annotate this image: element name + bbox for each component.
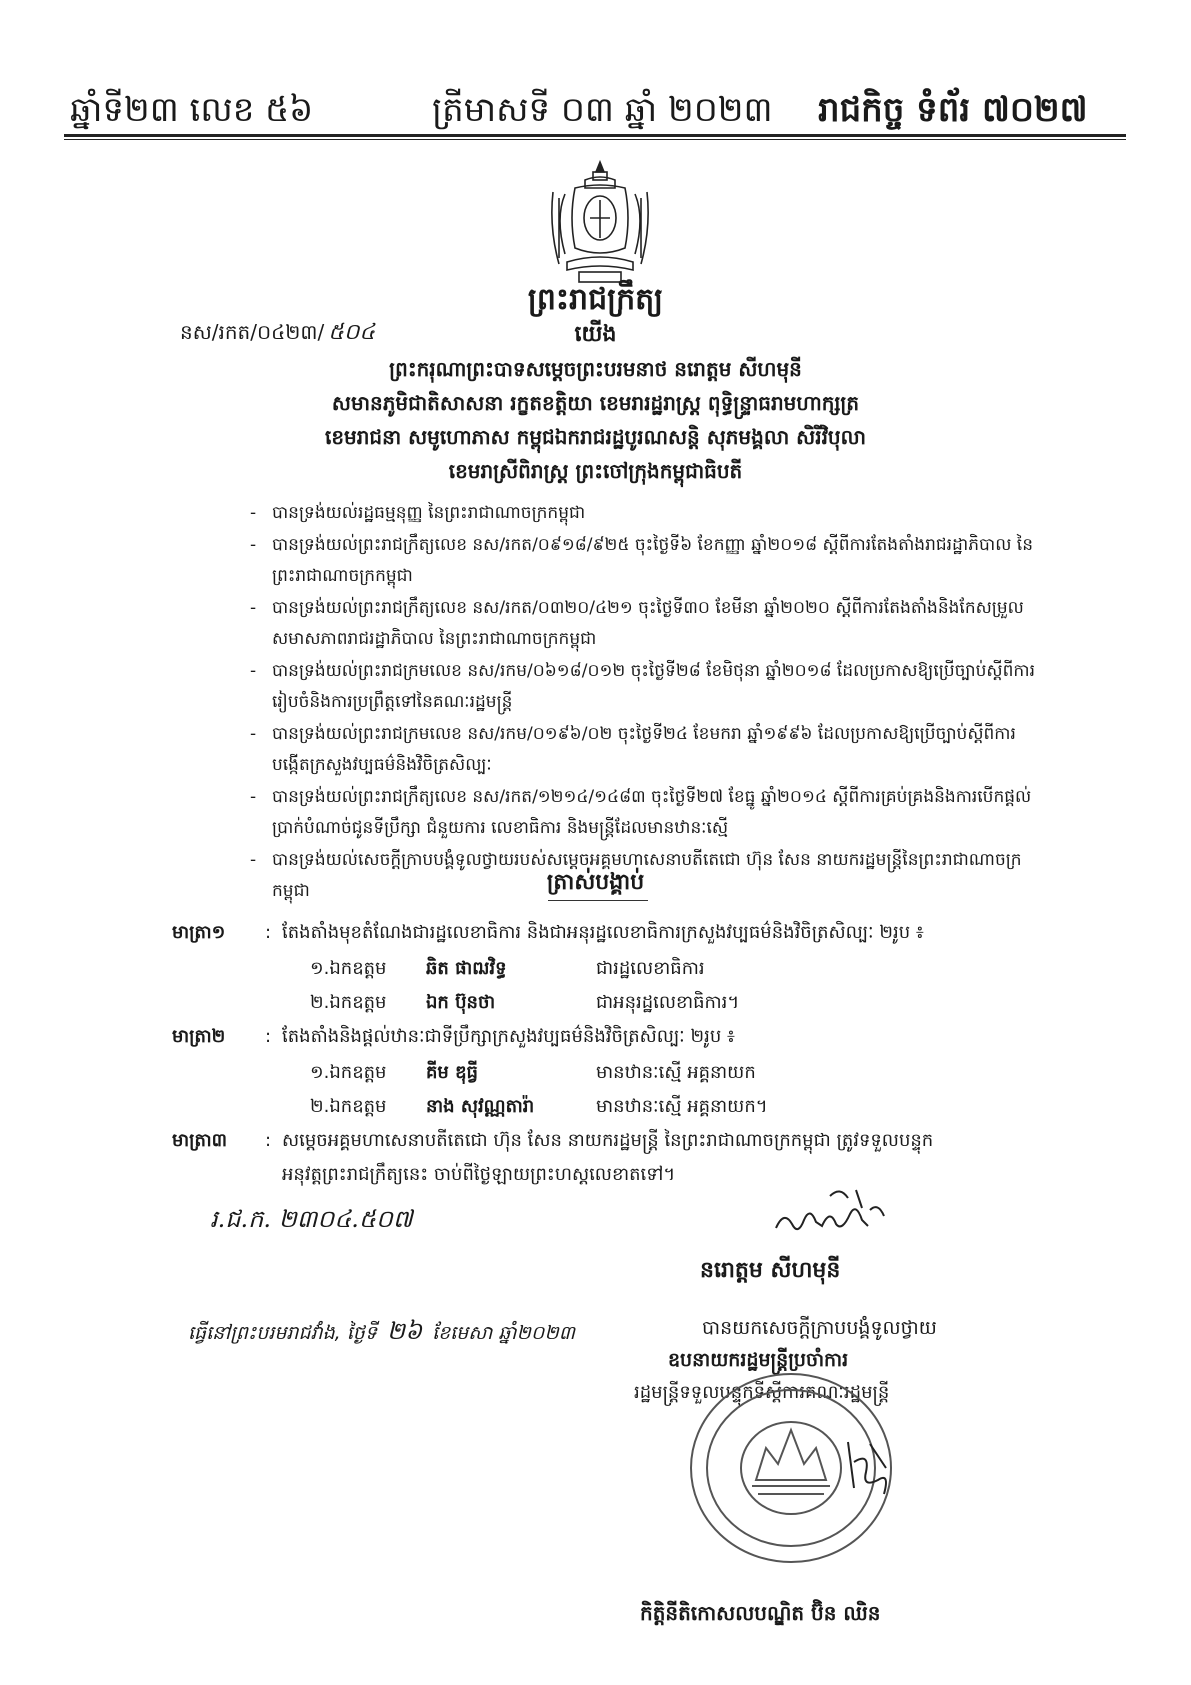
considerations-list bbox=[246, 498, 1046, 908]
royal-emblem-icon bbox=[545, 158, 655, 288]
article-3 bbox=[172, 1128, 933, 1155]
order-underline bbox=[548, 900, 648, 901]
king-signature-icon bbox=[770, 1180, 890, 1250]
appointee-row bbox=[310, 1094, 768, 1121]
appointee-role: មានឋានៈស្មើ អគ្គនាយក bbox=[596, 1062, 756, 1083]
place-date-prefix: ធ្វើនៅព្រះបរមរាជវាំង, ថ្ងៃទី bbox=[188, 1322, 377, 1344]
consideration-item: - បានទ្រង់យល់ព្រះរាជក្រមលេខ នស/រកម/០៦១៨/០១២ ចុះថ្ងៃទី២៨ ខែមិថុនា ឆ្នាំ២០១៨ ដែលប្រកាសឱ្យប្រើច្បាប់ស្តីពីការរៀបចំនិងការប្រព្រឹត្តទៅនៃគណៈរដ្ឋមន្ត្រី bbox=[246, 656, 1046, 719]
appointee-name: ឯក ប៊ុនថា bbox=[426, 992, 496, 1013]
place-date-day: ២៦ bbox=[386, 1317, 423, 1345]
order-heading: ត្រាស់បង្គាប់ bbox=[546, 870, 645, 895]
countersign-line: បានយកសេចក្តីក្រាបបង្គំទូលថ្វាយ bbox=[702, 1317, 937, 1339]
appointee-role: ជារដ្ឋលេខាធិការ bbox=[596, 958, 705, 979]
consideration-item: - បានទ្រង់យល់សេចក្តីក្រាបបង្គំទូលថ្វាយរបស់សម្តេចអគ្គមហាសេនាបតីតេជោ ហ៊ុន សែន នាយករដ្ឋមន្ត្រីនៃព្រះរាជាណាចក្រកម្ពុជា bbox=[246, 845, 1046, 908]
appointee-name: គីម ឌុធ្វី bbox=[426, 1062, 478, 1083]
decree-title: ព្រះរាជក្រឹត្យ bbox=[527, 282, 664, 317]
decree-number-printed: នស/រកត/០៤២៣/ bbox=[180, 320, 325, 344]
appointee-name: នាង សុវណ្ណតារ៉ា bbox=[426, 1096, 535, 1117]
handwritten-reference: រ.ជ.ក. ២៣០៤.៥០៧ bbox=[210, 1205, 413, 1233]
article-label: មាត្រា៣ bbox=[172, 1130, 228, 1151]
king-name-text: នរោត្តម សីហមុនី bbox=[700, 1258, 841, 1283]
article-1 bbox=[172, 920, 924, 947]
consideration-item: - បានទ្រង់យល់រដ្ឋធម្មនុញ្ញ នៃព្រះរាជាណាចក្រកម្ពុជា bbox=[246, 498, 1046, 530]
place-date-suffix: ខែមេសា ឆ្នាំ២០២៣ bbox=[432, 1322, 575, 1344]
article-colon: : bbox=[264, 922, 272, 943]
article-2 bbox=[172, 1024, 735, 1051]
consideration-item: - បានទ្រង់យល់ព្រះរាជក្រឹត្យលេខ នស/រកត/០៣២០/៤២១ ចុះថ្ងៃទី៣០ ខែមីនា ឆ្នាំ២០២០ ស្តីពីការតែងតាំងនិងកែសម្រួលសមាសភាពរាជរដ្ឋាភិបាល នៃព្រះរាជាណាចក្រកម្ពុជា bbox=[246, 593, 1046, 656]
consideration-item: - បានទ្រង់យល់ព្រះរាជក្រឹត្យលេខ នស/រកត/១២១៤/១៤៨៣ ចុះថ្ងៃទី២៧ ខែធ្នូ ឆ្នាំ២០១៤ ស្តីពីការគ្រប់គ្រងនិងការបើកផ្តល់ប្រាក់បំណាច់ជូនទីប្រឹក្សា ជំនួយការ លេខាធិការ និងមន្ត្រីដែលមានឋានៈស្មើ bbox=[246, 782, 1046, 845]
king-title-line: ព្រះករុណាព្រះបាទសម្តេចព្រះបរមនាថ នរោត្តម សីហមុនី bbox=[389, 357, 802, 381]
article-label: មាត្រា២ bbox=[172, 1026, 226, 1047]
article-text: សម្តេចអគ្គមហាសេនាបតីតេជោ ហ៊ុន សែន នាយករដ្ឋមន្ត្រី នៃព្រះរាជាណាចក្រកម្ពុជា ត្រូវទទួលបន្ទុក bbox=[282, 1130, 934, 1151]
consideration-item: - បានទ្រង់យល់ព្រះរាជក្រមលេខ នស/រកម/០១៩៦/០២ ចុះថ្ងៃទី២៤ ខែមករា ឆ្នាំ១៩៩៦ ដែលប្រកាសឱ្យប្រើច្បាប់ស្តីពីការបង្កើតក្រសួងវប្បធម៌និងវិចិត្រសិល្បៈ bbox=[246, 719, 1046, 782]
king-title-line: សមានភូមិជាតិសាសនា រក្ខតខត្តិយា ខេមរារដ្ឋរាស្ត្រ ពុទ្ធិន្ទ្រាធរាមហាក្សត្រ bbox=[331, 391, 860, 415]
decree-number-handwritten: ៥០៤ bbox=[328, 320, 375, 345]
article-colon: : bbox=[264, 1026, 272, 1047]
header-issue: ឆ្នាំទី២៣ លេខ ៥៦ bbox=[70, 90, 314, 130]
appointee-name: ឆិត ផាឍវិទ្ធ bbox=[426, 958, 507, 979]
header-divider bbox=[64, 134, 1126, 140]
king-title-line: ខេមរាស្រីពិរាស្ត្រ ព្រះចៅក្រុងកម្ពុជាធិបតី bbox=[448, 459, 743, 483]
header-page: រាជកិច្ច ទំព័រ ៧០២៧ bbox=[818, 90, 1088, 130]
article-colon: : bbox=[264, 1130, 272, 1151]
appointee-row bbox=[310, 956, 705, 983]
king-title-line: ខេមរាជនា សមូហោភាស កម្ពុជឯករាជរដ្ឋបូរណសន្តិ សុភមង្គលា សិរីវិបុលា bbox=[324, 425, 867, 449]
article-text: តែងតាំងមុខតំណែងជារដ្ឋលេខាធិការ និងជាអនុរដ្ឋលេខាធិការក្រសួងវប្បធម៌និងវិចិត្រសិល្បៈ ២រូប ៖ bbox=[282, 922, 924, 943]
appointee-number: ១.ឯកឧត្តម bbox=[310, 958, 387, 979]
appointee-row bbox=[310, 1060, 756, 1087]
minister-name: កិត្តិនីតិកោសលបណ្ឌិត ប៊ិន ឈិន bbox=[640, 1601, 881, 1625]
consideration-item: - បានទ្រង់យល់ព្រះរាជក្រឹត្យលេខ នស/រកត/០៩១៨/៩២៥ ចុះថ្ងៃទី៦ ខែកញ្ញា ឆ្នាំ២០១៨ ស្តីពីការតែងតាំងរាជរដ្ឋាភិបាល នៃព្រះរាជាណាចក្រកម្ពុជា bbox=[246, 530, 1046, 593]
countersign-line: រដ្ឋមន្ត្រីទទួលបន្ទុកទីស្តីការគណៈរដ្ឋមន្ត្រី bbox=[634, 1382, 890, 1403]
place-date bbox=[188, 1316, 575, 1351]
decree-we: យើង bbox=[574, 322, 617, 347]
header-quarter: ត្រីមាសទី ០៣ ឆ្នាំ ២០២៣ bbox=[432, 90, 773, 130]
article-label: មាត្រា១ bbox=[172, 922, 226, 943]
appointee-number: ១.ឯកឧត្តម bbox=[310, 1062, 387, 1083]
appointee-number: ២.ឯកឧត្តម bbox=[310, 1096, 387, 1117]
appointee-number: ២.ឯកឧត្តម bbox=[310, 992, 387, 1013]
appointee-row bbox=[310, 990, 739, 1017]
article-3-continuation: អនុវត្តព្រះរាជក្រឹត្យនេះ ចាប់ពីថ្ងៃឡាយព្រះហស្តលេខាតទៅ។ bbox=[282, 1164, 676, 1185]
appointee-role: ជាអនុរដ្ឋលេខាធិការ។ bbox=[596, 992, 740, 1013]
countersign-line: ឧបនាយករដ្ឋមន្ត្រីប្រចាំការ bbox=[668, 1349, 849, 1371]
article-text: តែងតាំងនិងផ្តល់ឋានៈជាទីប្រឹក្សាក្រសួងវប្បធម៌និងវិចិត្រសិល្បៈ ២រូប ៖ bbox=[282, 1026, 735, 1047]
minister-signature-icon bbox=[840, 1432, 900, 1502]
appointee-role: មានឋានៈស្មើ អគ្គនាយក។ bbox=[596, 1096, 768, 1117]
